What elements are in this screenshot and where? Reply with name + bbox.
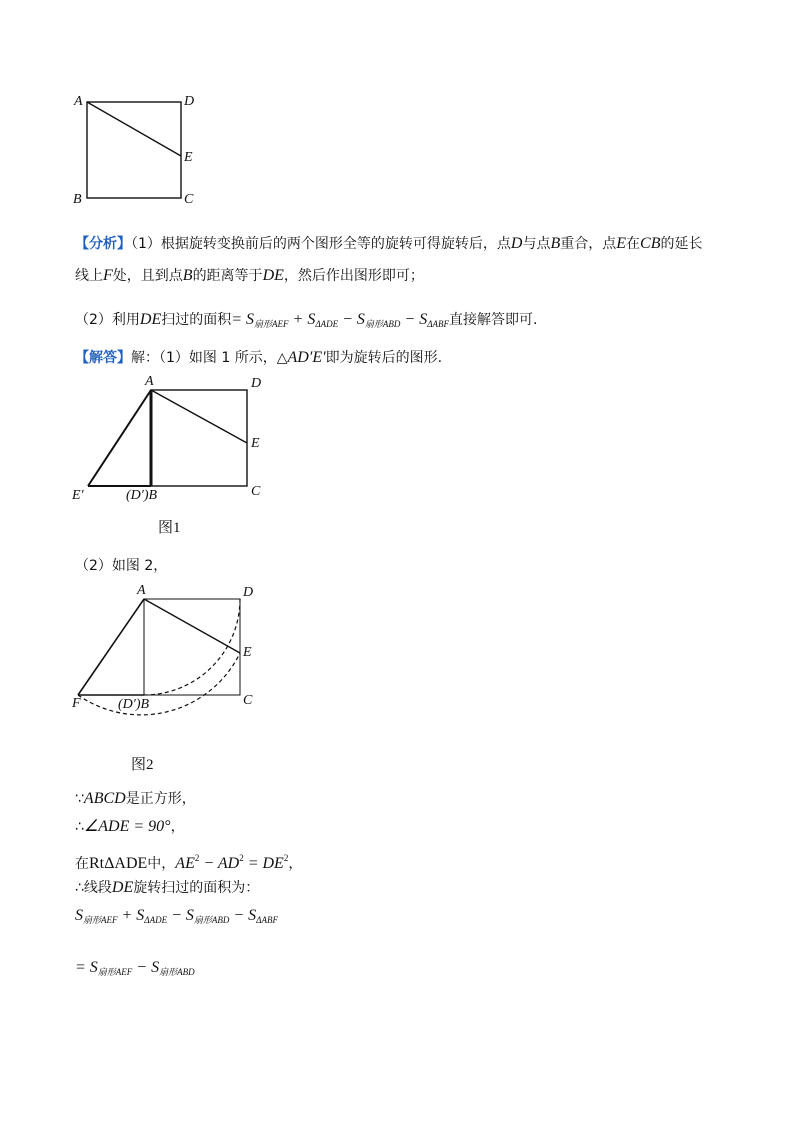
fig1-caption: 图1 <box>158 520 181 536</box>
fig2-label-e: E <box>243 645 252 660</box>
fig1-label-d-prime-b: (D′)B <box>126 488 158 503</box>
label-a: A <box>74 94 83 109</box>
label-e: E <box>184 150 193 165</box>
label-c: C <box>184 192 194 207</box>
solution-line-1: ∵ABCD是正方形， <box>75 790 196 807</box>
fig2-segment-af <box>78 599 144 695</box>
fig2-label-f: F <box>72 696 81 711</box>
solution-line-6: = $S_{扇形AEF} - S_{扇形ABD}$ <box>75 959 195 977</box>
analysis-line-1: 【分析】（1）根据旋转变换前后的两个图形全等的旋转可得旋转后，点D与点B重合，点E在CB的延长 <box>75 235 703 252</box>
fig2-segment-ae <box>144 599 240 653</box>
label-b: B <box>73 192 82 207</box>
solution-line-3: 在RtΔADE中，$AE^2 - AD^2 = DE^2$， <box>75 853 303 872</box>
solution-line-5: $S_{扇形AEF} + S_{\Delta ADE} - S_{扇形ABD} - S_{\Delta ABF}$ <box>75 907 278 925</box>
analysis-line-2: 线上F处，且到点B的距离等于DE，然后作出图形即可； <box>75 267 424 284</box>
fig2-label-d: D <box>243 585 254 600</box>
fig2-square <box>144 599 240 695</box>
fig1-label-d: D <box>251 376 262 391</box>
fig2-label-a: A <box>137 583 146 598</box>
fig2-label-d-prime-b: (D′)B <box>118 697 150 712</box>
analysis-line-3: （2）利用DE扫过的面积= $S_{扇形AEF} + S_{\Delta ADE} - S_{扇形ABD} - S_{\Delta ABF}$直接解答即可. <box>75 311 538 329</box>
label-d: D <box>184 94 195 109</box>
solution-line-4: ∴线段DE旋转扫过的面积为： <box>75 879 260 896</box>
part2-line: （2）如图 2， <box>75 558 168 574</box>
fig2-label-c: C <box>243 693 253 708</box>
answer-line: 【解答】解：（1）如图 1 所示，△AD′E′即为旋转后的图形. <box>75 349 443 366</box>
fig1-label-e: E <box>251 436 260 451</box>
solution-line-2: ∴∠ADE = 90°， <box>75 818 185 835</box>
fig2-arc-fe <box>78 653 240 715</box>
answer-tag: 【解答】 <box>75 350 131 366</box>
fig1-label-a: A <box>145 374 154 389</box>
fig1-label-e-prime: E′ <box>72 488 84 503</box>
analysis-tag: 【分析】 <box>75 236 131 252</box>
fig1-label-c: C <box>251 484 261 499</box>
fig2-arc-bd <box>144 599 240 695</box>
fig2-caption: 图2 <box>131 757 154 773</box>
